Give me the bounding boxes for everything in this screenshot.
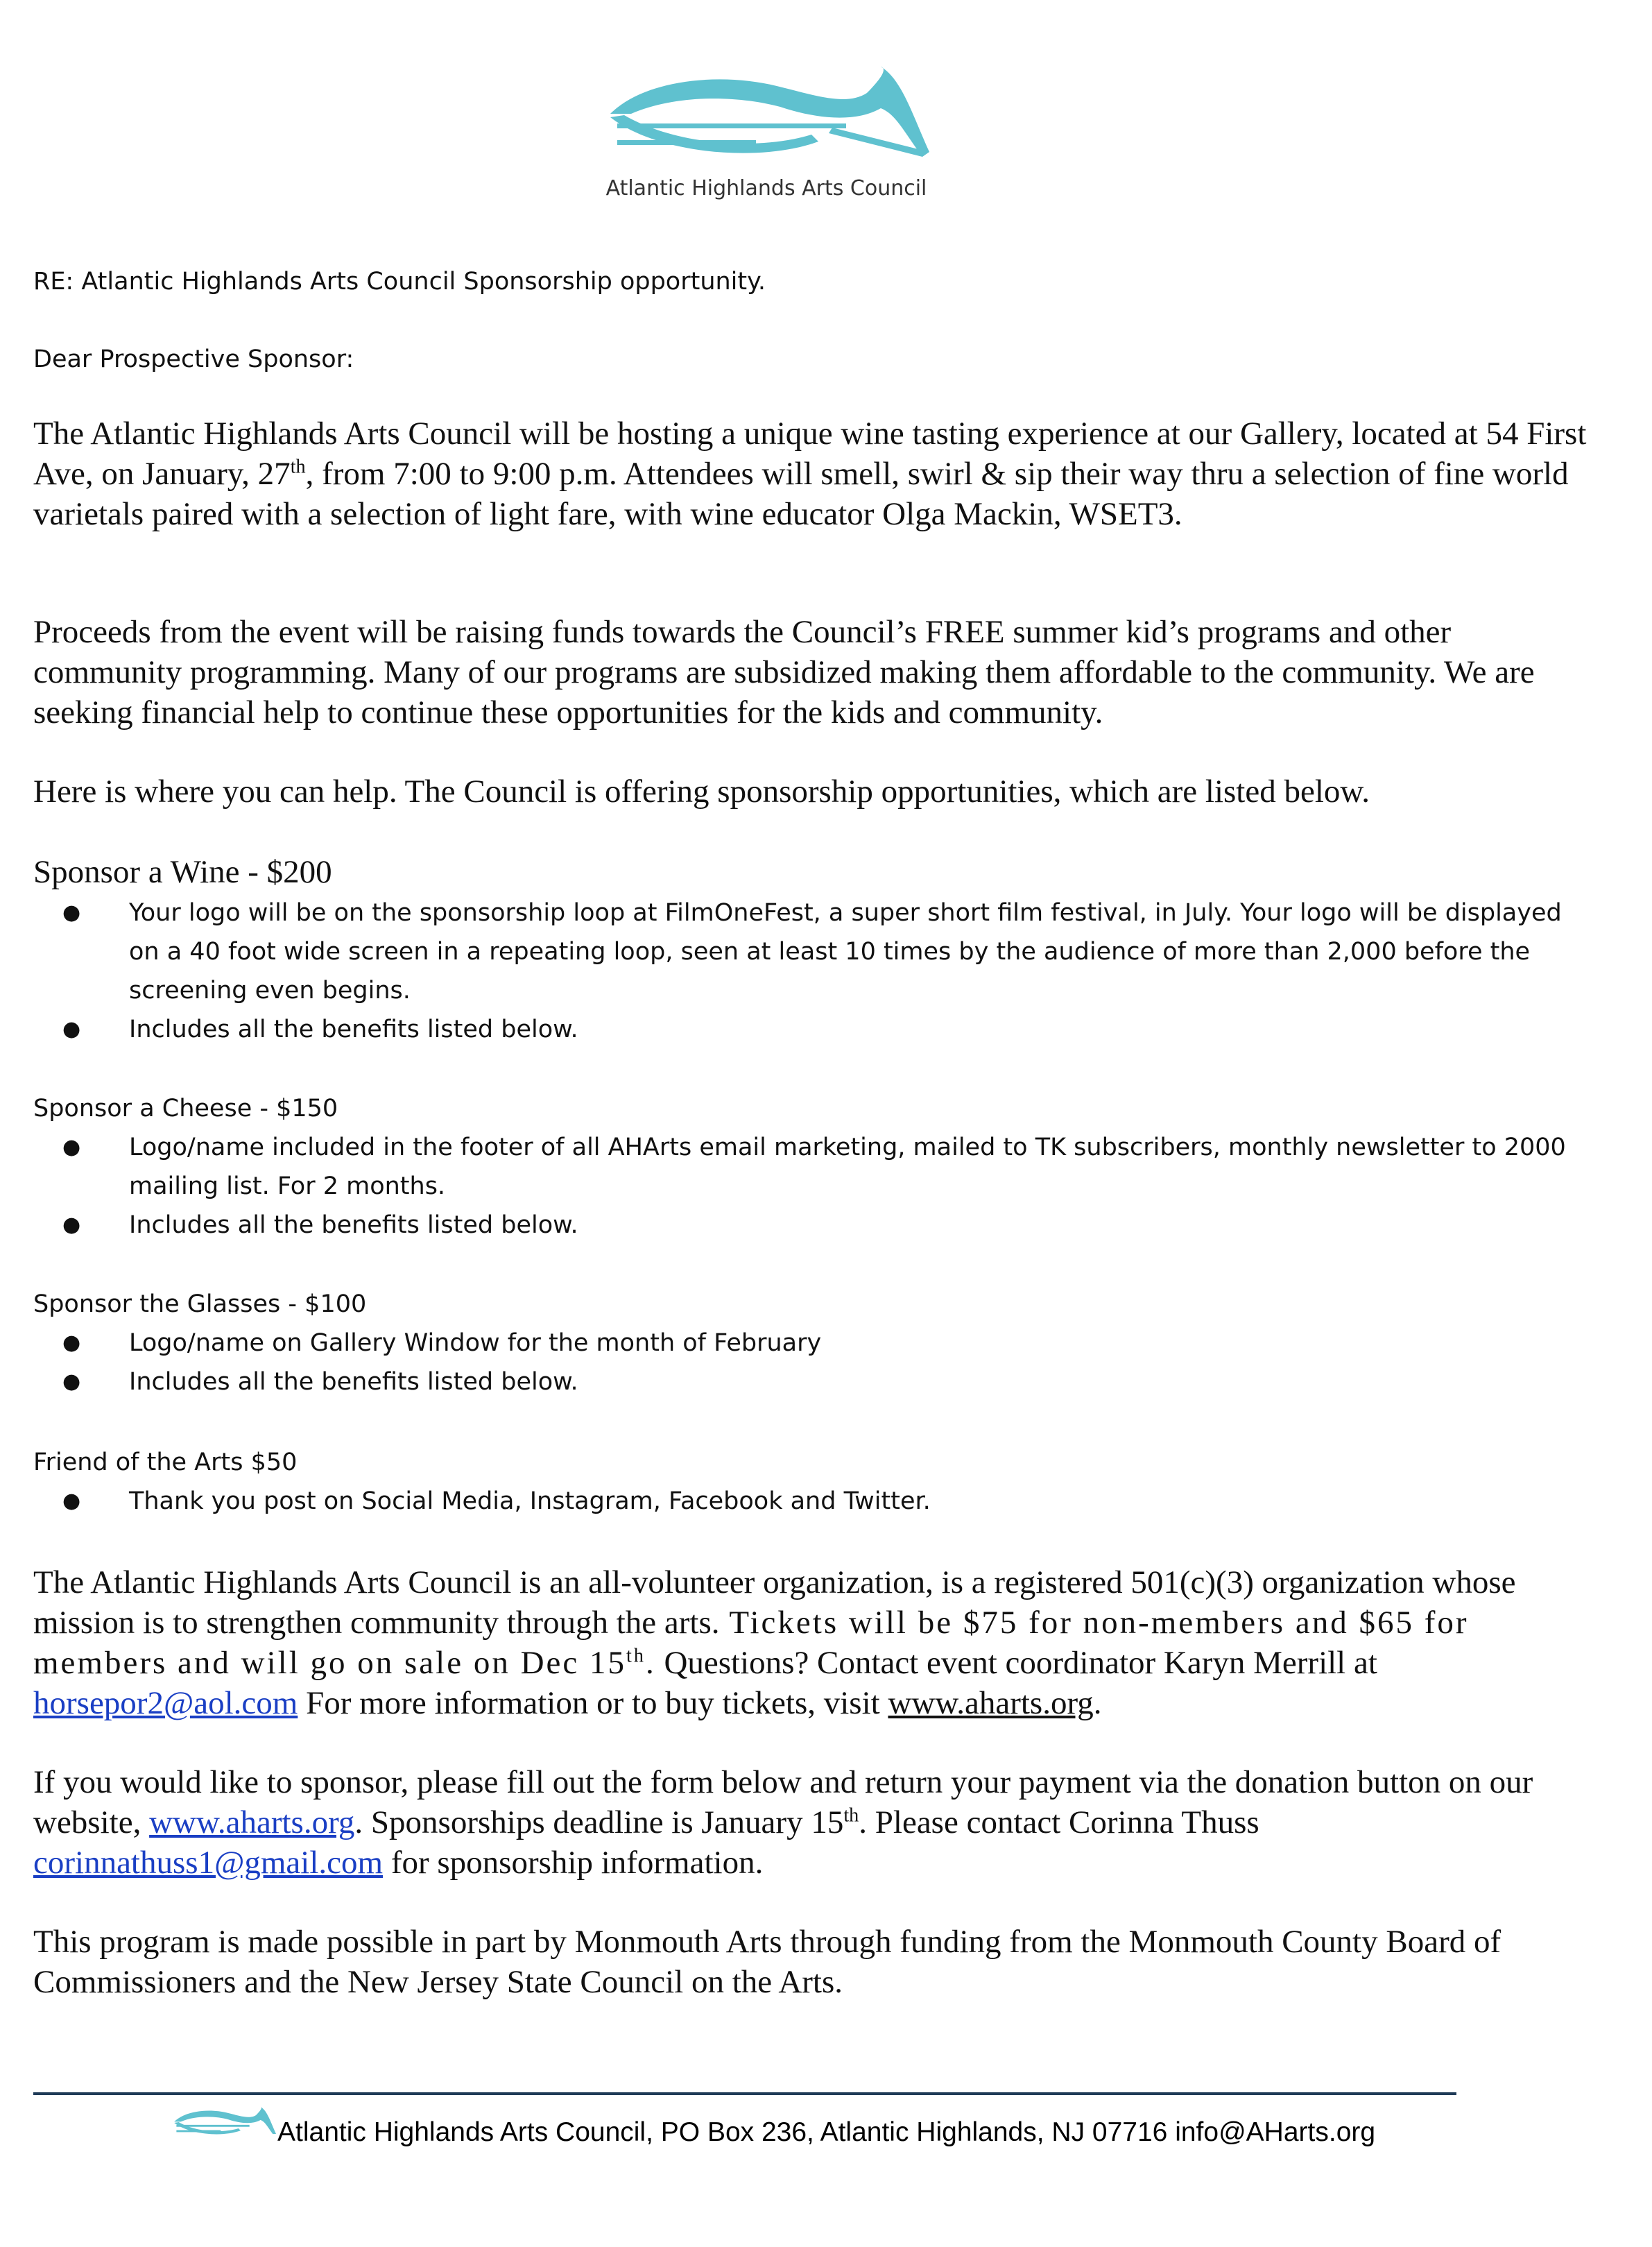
bullet-icon: ● [62,1135,81,1159]
website-link[interactable]: www.aharts.org [149,1804,355,1840]
bullet-icon: ● [62,1369,81,1394]
tier-title-wine: Sponsor a Wine - $200 [33,854,332,890]
bullet-icon: ● [62,1489,81,1513]
list-item: ● Thank you post on Social Media, Instagram, Facebook and Twitter. [33,1482,1573,1521]
logo-caption: Atlantic Highlands Arts Council [605,176,927,200]
footer-divider [33,2092,1456,2095]
sponsorship-email-link[interactable]: corinnathuss1@gmail.com [33,1845,384,1881]
tier-list-friend [33,1482,1573,1521]
re-line: RE: Atlantic Highlands Arts Council Sponsorship opportunity. [33,268,766,296]
bullet-icon: ● [62,1213,81,1237]
intro-paragraph: The Atlantic Highlands Arts Council will be hosting a unique wine tasting experience at our Gallery, located at 54 First Ave, on January, 27th, from 7:00 to 9:00 p.m. Attendees will smell, swirl & sip their way thru a selection of fine world varietals paired with a selection of light fare, with wine educator Olga Mackin, WSET3. [33,416,1587,532]
tier-title-cheese: Sponsor a Cheese - $150 [33,1095,338,1122]
list-item: ● Includes all the benefits listed below. [33,1206,1573,1245]
tier-list-wine [33,894,1573,1049]
tier-title-friend: Friend of the Arts $50 [33,1449,298,1476]
list-item: ● Includes all the benefits listed below. [33,1362,1573,1401]
coordinator-email-link[interactable]: horsepor2@aol.com [33,1685,298,1721]
organization-paragraph: The Atlantic Highlands Arts Council is an all-volunteer organization, is a registered 501(c)(3) organization whose mission is to strengthen community through the arts. Tickets will be $75 for non-members and $65 for members and will go on sale on Dec 15th. Questions? Contact event coordinator Karyn Merrill at horsepor2@aol.com For more information or to buy tickets, visit www.aharts.org. [33,1564,1516,1721]
bullet-icon: ● [62,1017,81,1041]
footer-logo-icon [172,2102,276,2144]
help-paragraph: Here is where you can help. The Council is offering sponsorship opportunities, which are listed below. [33,774,1370,810]
tier-title-glasses: Sponsor the Glasses - $100 [33,1290,367,1318]
proceeds-paragraph: Proceeds from the event will be raising funds towards the Council’s FREE summer kid’s programs and other community programming. Many of our programs are subsidized making them affordable to the community. We are seeking financial help to continue these opportunities for the kids and community. [33,614,1535,731]
bullet-icon: ● [62,1331,81,1355]
tier-list-cheese [33,1128,1573,1245]
header-logo [603,65,929,200]
sponsor-paragraph: If you would like to sponsor, please fill out the form below and return your payment via the donation button on our website, www.aharts.org. Sponsorships deadline is January 15th. Please contact Corinna Thuss corinnathuss1@gmail.com for sponsorship information. [33,1764,1533,1881]
bullet-icon: ● [62,900,81,925]
footer-address: Atlantic Highlands Arts Council, PO Box 236, Atlantic Highlands, NJ 07716 info@AHarts.org [277,2117,1376,2147]
arts-council-logo-icon [603,65,929,169]
list-item: ● Logo/name on Gallery Window for the month of February [33,1324,1573,1362]
website-link[interactable]: www.aharts.org [888,1685,1094,1721]
list-item: ● Includes all the benefits listed below. [33,1010,1573,1049]
funding-paragraph: This program is made possible in part by Monmouth Arts through funding from the Monmouth County Board of Commissioners and the New Jersey State Council on the Arts. [33,1924,1502,2000]
salutation: Dear Prospective Sponsor: [33,345,354,373]
list-item: ● Your logo will be on the sponsorship loop at FilmOneFest, a super short film festival, in July. Your logo will be displayed on a 40 foot wide screen in a repeating loop, seen at least 10 times by the audience of more than 2,000 before the screening even begins. [33,894,1573,1010]
tier-list-glasses [33,1324,1573,1401]
list-item: ● Logo/name included in the footer of all AHArts email marketing, mailed to TK subscribers, monthly newsletter to 2000 mailing list. For 2 months. [33,1128,1573,1206]
